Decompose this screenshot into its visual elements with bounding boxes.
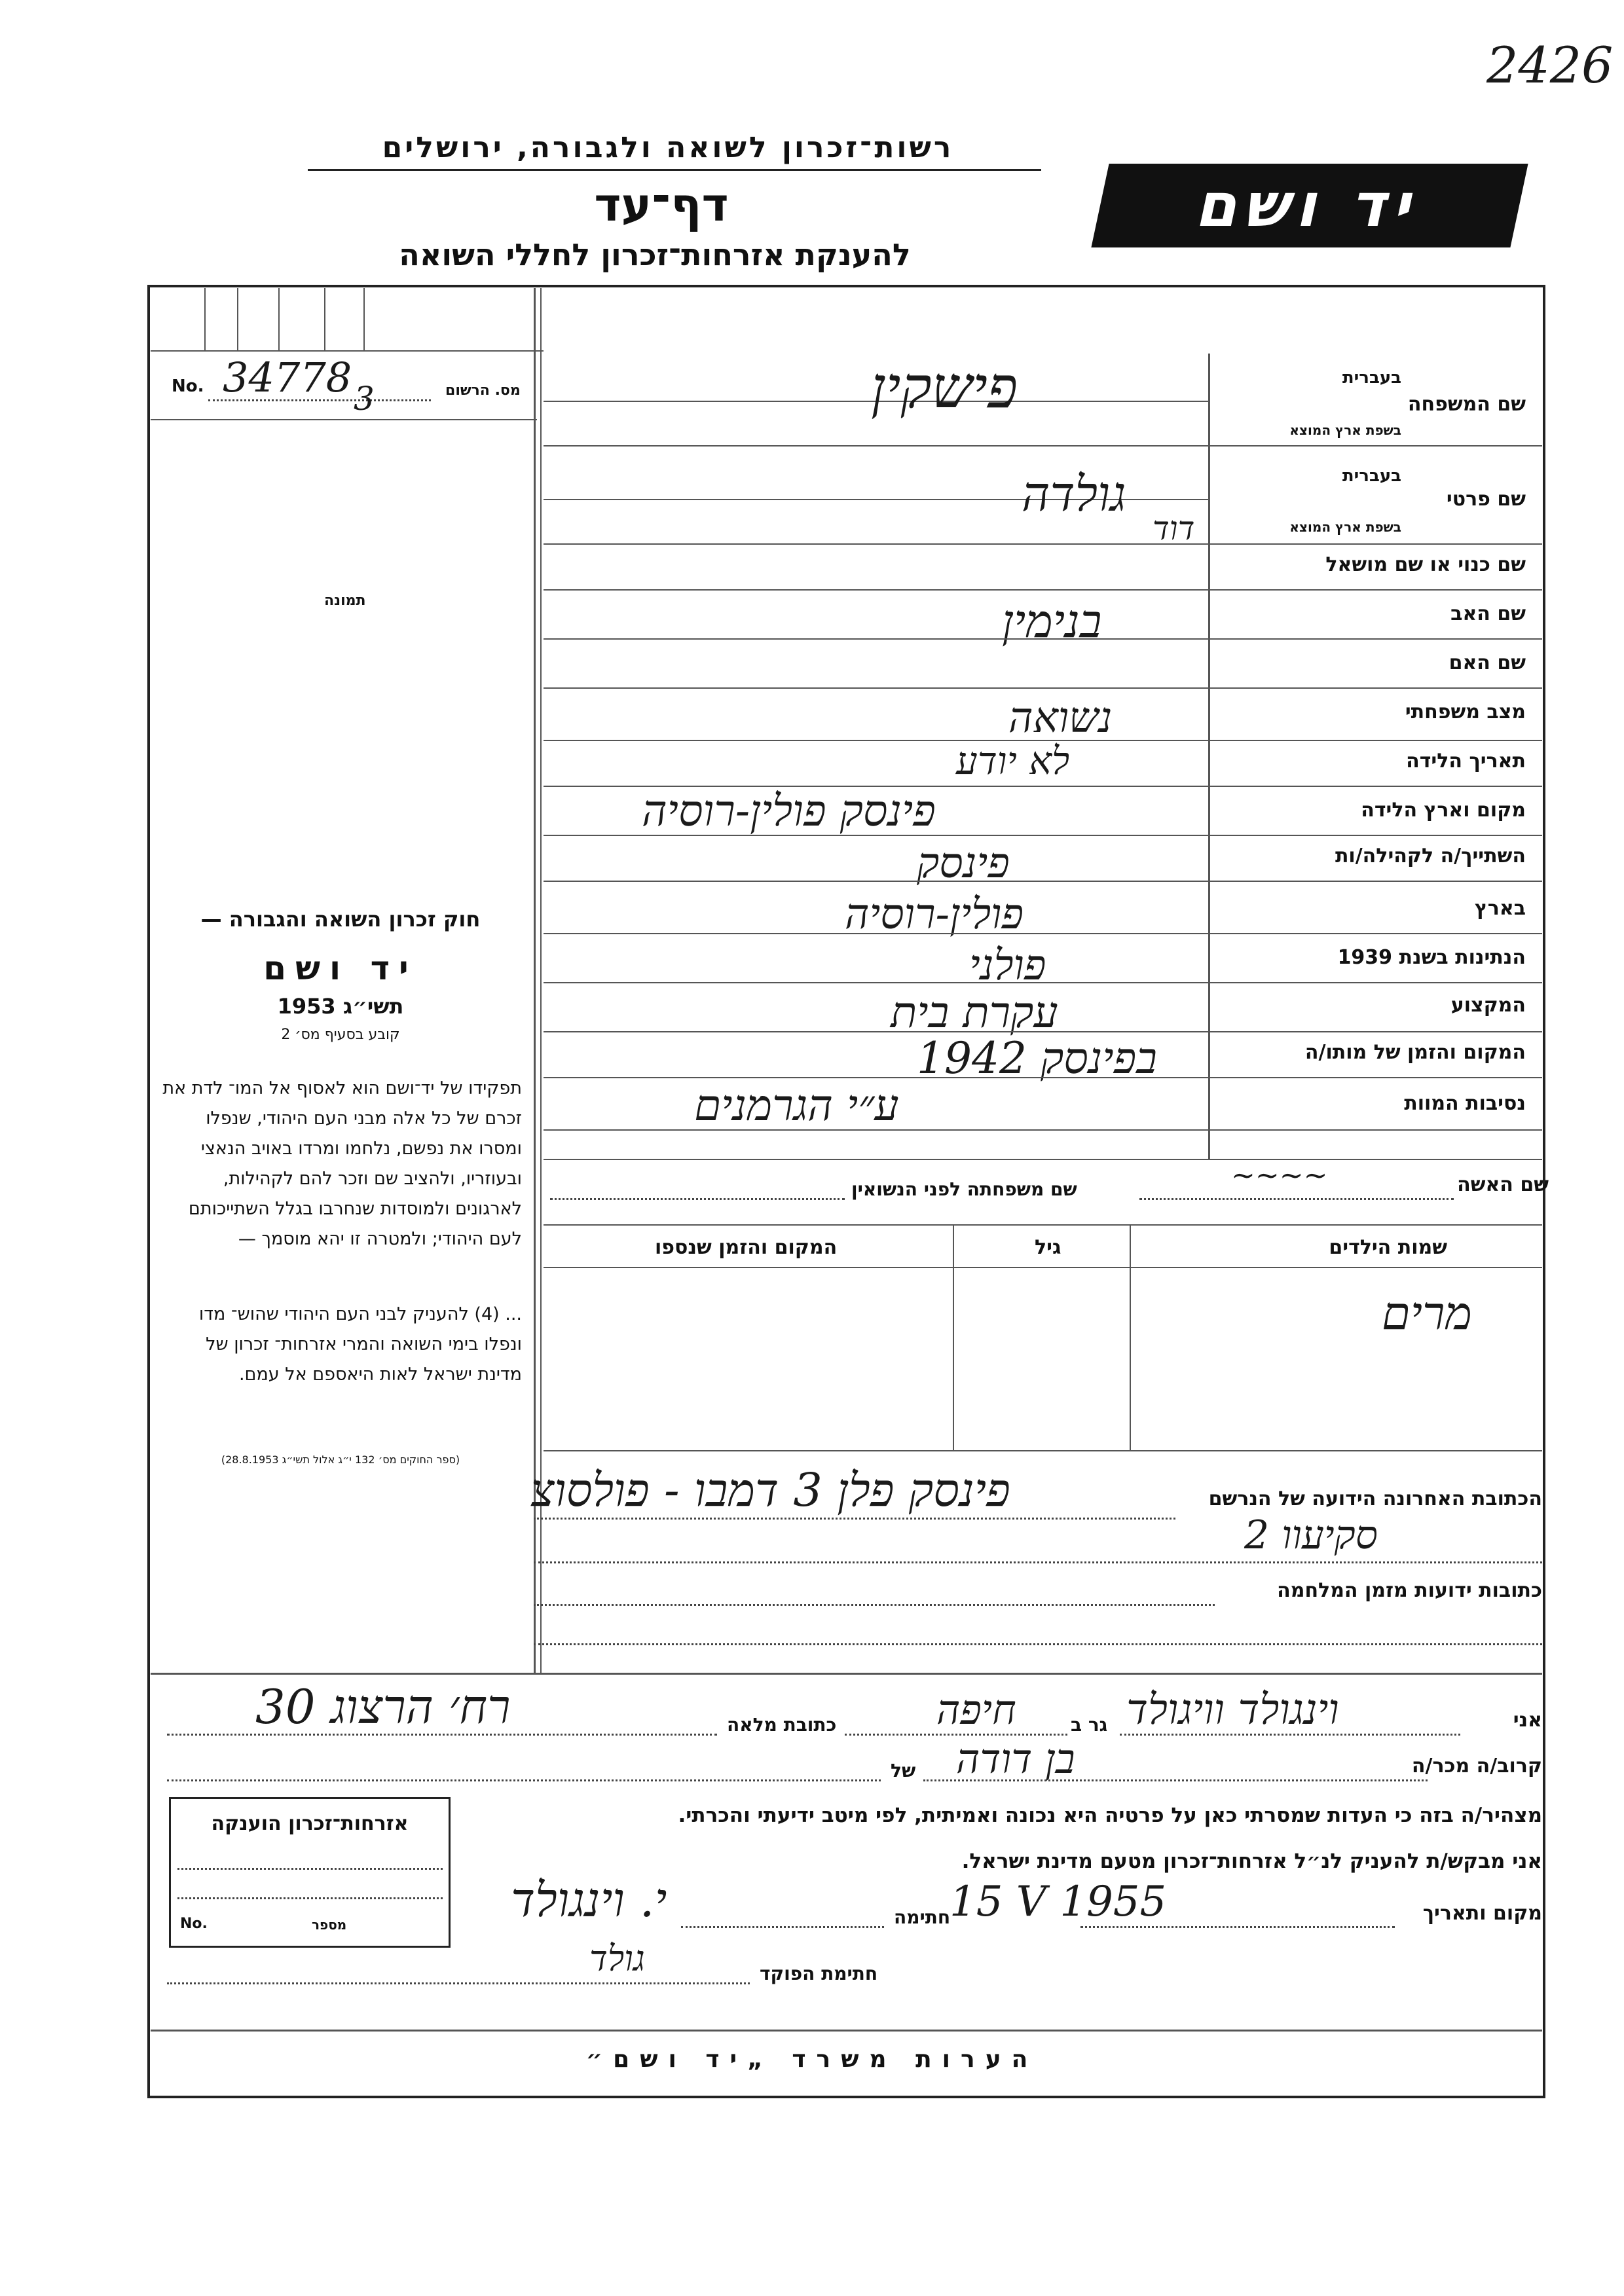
war-addresses-label: כתובות ידועות מזמן המלחמה — [1277, 1579, 1542, 1602]
law-clause: קובע בסעיף מס׳ 2 — [281, 1027, 400, 1043]
age-label: גיל — [1035, 1236, 1061, 1259]
profession-value: עקרת בית — [891, 987, 1058, 1038]
law-title: חוק זכרון השואה והגבורה — — [200, 907, 481, 932]
box-number-label: מספר — [312, 1917, 347, 1933]
i-label: אני — [1513, 1709, 1542, 1732]
form-title: דף־עד — [594, 178, 729, 232]
relation-city: חיפה — [936, 1686, 1016, 1734]
reg-no-hebrew: מס. הרשום — [445, 382, 521, 399]
children-label: שמות הילדים — [1329, 1236, 1447, 1259]
family-name-hebrew-label: בעברית — [1342, 368, 1401, 388]
community-label: השתייך/ה לקהילה/ות — [1335, 845, 1526, 867]
yad-vashem-logo — [1091, 164, 1528, 247]
signature-label: חתימה — [894, 1906, 951, 1928]
first-name-origin-label: בשפת ארץ המוצא — [1289, 519, 1401, 535]
first-name-value-2: דוד — [1153, 509, 1195, 547]
official-signature-value: גולד — [589, 1938, 645, 1979]
reg-no-value: 34778 — [223, 354, 352, 401]
label-column-divider — [1208, 354, 1210, 1159]
form-subtitle: להענקת אזרחות־זכרון לחללי השואה — [399, 237, 911, 272]
authority-title: רשות־זכרון לשואה ולגבורה, ירושלים — [382, 131, 954, 164]
country-value: פולין-רוסיה — [845, 890, 1024, 939]
community-value: פינסק — [917, 839, 1010, 888]
full-address-value: רח׳ הרצוג 30 — [255, 1679, 511, 1734]
last-address-value: פינסק פלן 3 דמבו - פולסוצ — [530, 1463, 1010, 1517]
first-name-value: גולדה — [1022, 466, 1126, 522]
death-value: בפינסק 1942 — [917, 1033, 1157, 1084]
birth-place-value: פינסק פולין-רוסיה — [642, 786, 936, 836]
declarant-name: וינגולד וויגולד — [1126, 1686, 1339, 1734]
war-address-value: סקיעוו 2 — [1244, 1512, 1378, 1558]
request-text: אני מבקש/ת להעניק לנ״ל אזרחות־זכרון מטעם מדינת ישראל. — [961, 1850, 1542, 1873]
of-label: של — [891, 1760, 916, 1781]
box-no-label: No. — [180, 1916, 208, 1932]
signature-value: י. וינגולד — [511, 1872, 667, 1927]
logo-text: יד ושם — [1191, 170, 1428, 240]
citizenship-box — [169, 1797, 451, 1948]
law-text-1: תפקידו של יד־ושם הוא לאסוף אל המו־ לדת את זכרם של כל אלה מבני העם היהודי, שנפלו ומסרו את נפשם, נלחמו ומרדו באויב הנאצי ובעוזריו, ולהציב שם וזכר להם לקהילות, לארגונים ולמוסדות שנחרבו בגלל השתייכותם לעם היהודי; ולמטרה זו יהא מוסמך — — [162, 1078, 522, 1249]
father-label: שם האב — [1450, 602, 1526, 625]
last-address-label: הכתובת האחרונה הידועה של הנרשם — [1208, 1487, 1542, 1510]
law-year: תשי״ג 1953 — [277, 994, 404, 1019]
child-value: מרים — [1382, 1286, 1472, 1340]
office-notes: הערות משרד „יד ושם״ — [585, 2046, 1039, 2073]
law-source: (ספר החוקים מס׳ 132 י״ג אלול תשי״ג 28.8.1953) — [221, 1453, 460, 1466]
photo-label: תמונה — [324, 592, 366, 609]
first-name-label: שם פרטי — [1446, 488, 1526, 511]
marital-label: מצב משפחתי — [1405, 701, 1526, 723]
birth-date-value: לא יודע — [956, 738, 1070, 783]
birth-date-label: תאריך הלידה — [1406, 750, 1526, 773]
nickname-label: שם כנוי או שם מושאל — [1325, 553, 1526, 576]
wife-label: שם האשה — [1457, 1173, 1549, 1196]
relation-value: בן דודה — [956, 1735, 1075, 1783]
family-name-origin-label: בשפת ארץ המוצא — [1289, 422, 1401, 438]
citizenship-label: הנתינות בשנת 1939 — [1337, 946, 1526, 969]
place-date-label: מקום ותאריך — [1422, 1902, 1542, 1925]
reg-no-label: No. — [172, 376, 204, 396]
profession-label: המקצוע — [1450, 994, 1526, 1017]
children-death-label: המקום והזמן שנספו — [655, 1236, 838, 1259]
law-name: יד ושם — [263, 949, 418, 987]
first-name-hebrew-label: בעברית — [1342, 466, 1401, 486]
maiden-label: שם משפחתה לפני הנשואין — [851, 1178, 1077, 1200]
citizenship-value: פולני — [969, 941, 1046, 990]
family-name-value: פישקין — [871, 354, 1018, 421]
marital-value: נשואה — [1008, 694, 1113, 742]
mother-label: שם האם — [1449, 651, 1526, 674]
country-label: בארץ — [1474, 897, 1526, 920]
full-address-label: כתובת מלאה — [727, 1714, 837, 1736]
relative-label: קרוב/ה מכר/ה — [1411, 1755, 1542, 1777]
death-label: המקום והזמן של מותו/ה — [1304, 1041, 1526, 1064]
citizenship-box-title: אזרחות־זכרון הוענקה — [211, 1812, 409, 1835]
corner-number: 2426 — [1486, 36, 1614, 94]
date-value: 15 V 1955 — [950, 1878, 1167, 1926]
resides-label: גר ב — [1071, 1714, 1108, 1736]
wife-value: ~~~~ — [1231, 1159, 1328, 1192]
reg-no-suffix: 3 — [354, 380, 375, 418]
circumstances-value: ע״י הגרמנים — [694, 1080, 899, 1131]
declare-text: מצהיר/ה בזה כי העדות שמסרתי כאן על פרטיה היא נכונה ואמיתית, לפי מיטב ידיעתי והכרתי. — [678, 1804, 1542, 1827]
official-label: חתימת הפוקד — [760, 1963, 878, 1984]
circumstances-label: נסיבות המוות — [1404, 1092, 1526, 1115]
father-value: בנימין — [1002, 594, 1102, 648]
family-name-label: שם המשפחה — [1407, 393, 1526, 416]
law-text-2: ... (4) להעניק לבני העם היהודי שהוש־ מדו ונפלו בימי השואה והמרי אזרחות־ זכרון של מדינת ישראל לאות היאספם אל עמם. — [198, 1304, 522, 1385]
birth-place-label: מקום וארץ הלידה — [1361, 799, 1526, 822]
